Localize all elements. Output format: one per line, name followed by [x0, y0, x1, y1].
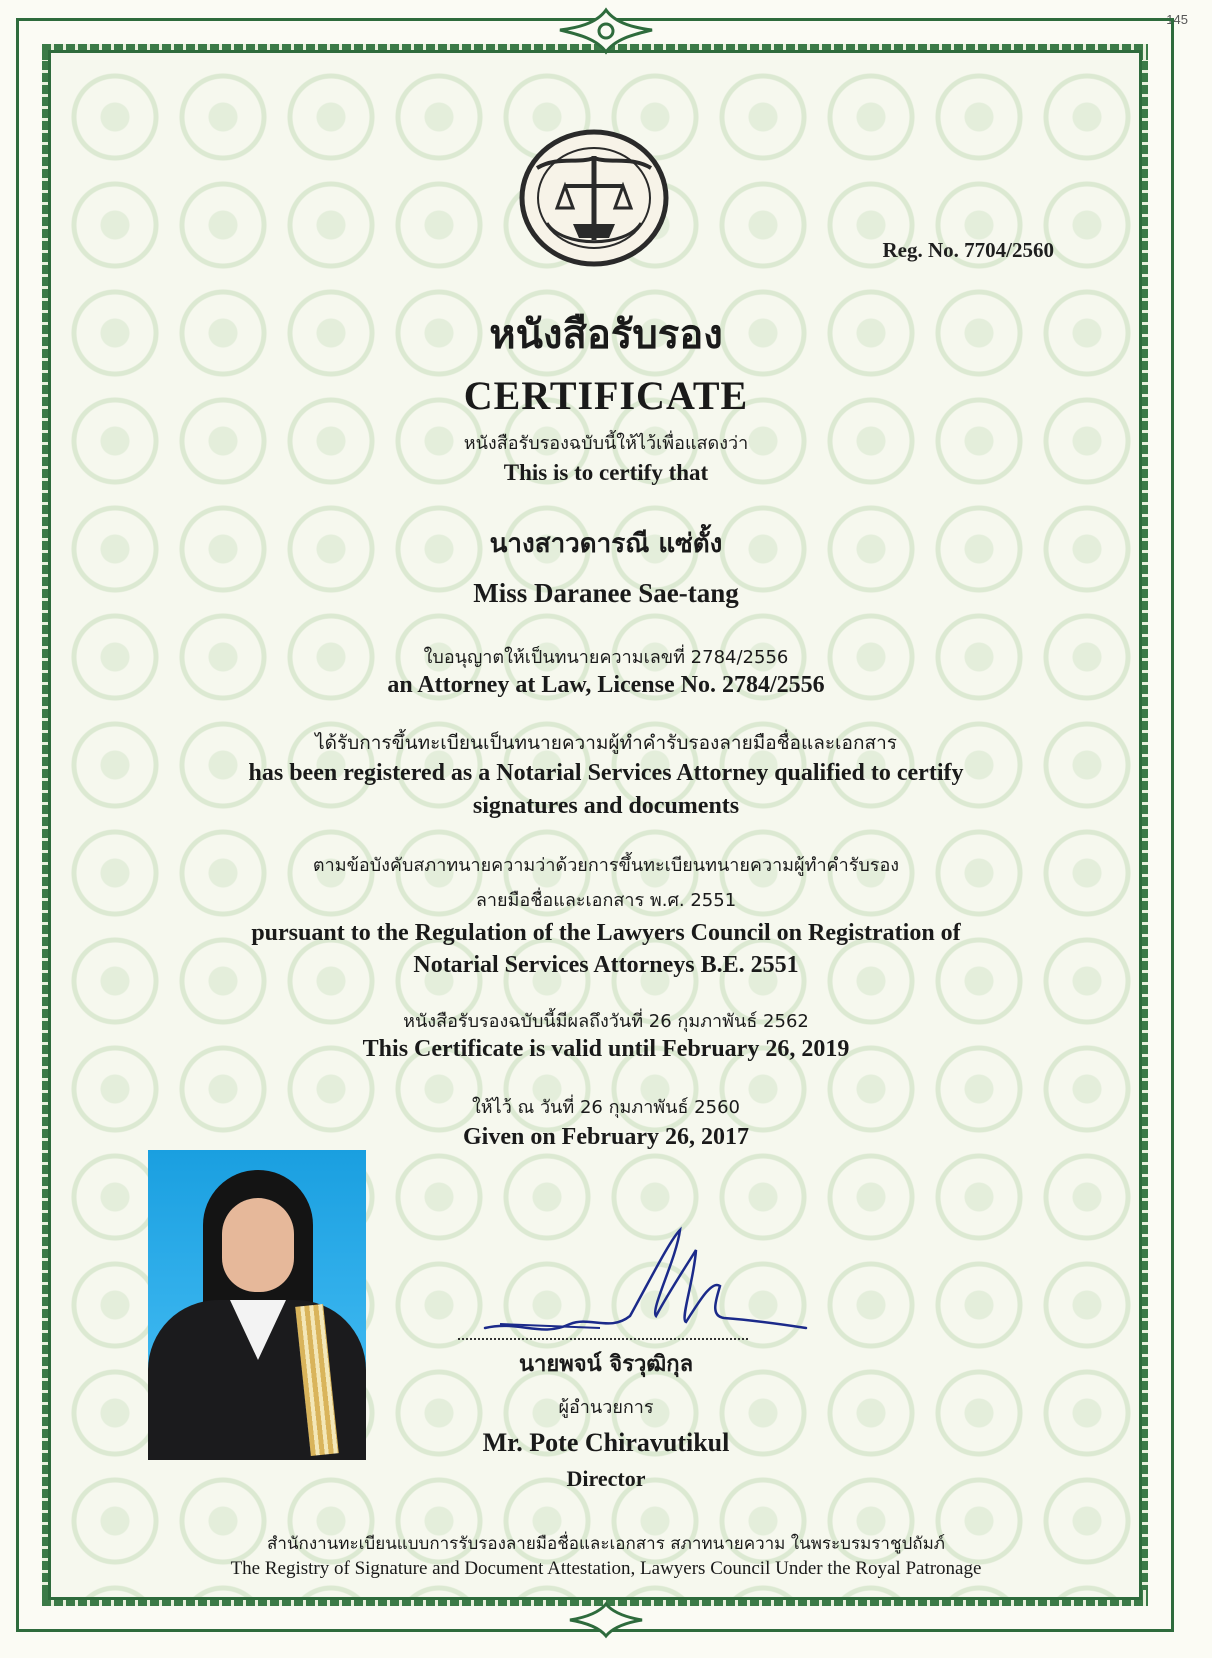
intro-thai: หนังสือรับรองฉบับนี้ให้ไว้เพื่อแสดงว่า — [463, 433, 749, 454]
pursuant-thai-line-1: ตามข้อบังคับสภาทนายความว่าด้วยการขึ้นทะเบียนทนายความผู้ทำคำรับรอง — [312, 855, 900, 876]
signer-title-thai: ผู้อำนวยการ — [558, 1397, 654, 1418]
intro-english: This is to certify that — [503, 460, 709, 485]
validity-english: This Certificate is valid until February 26, 2019 — [362, 1036, 850, 1062]
director-signature — [480, 1220, 810, 1340]
holder-name-english: Miss Daranee Sae-tang — [473, 578, 739, 608]
given-date-english: Given on February 26, 2017 — [463, 1124, 749, 1150]
validity-thai: หนังสือรับรองฉบับนี้มีผลถึงวันที่ 26 กุมภาพันธ์ 2562 — [403, 1011, 809, 1032]
given-date-thai: ให้ไว้ ณ วันที่ 26 กุมภาพันธ์ 2560 — [471, 1097, 740, 1118]
license-thai: ใบอนุญาตให้เป็นทนายความเลขที่ 2784/2556 — [423, 647, 789, 668]
pursuant-english-line-2: Notarial Services Attorneys B.E. 2551 — [413, 952, 799, 978]
registered-english-line-2: signatures and documents — [472, 793, 740, 819]
license-english: an Attorney at Law, License No. 2784/2556 — [387, 672, 825, 698]
footer-thai: สำนักงานทะเบียนแบบการรับรองลายมือชื่อและเอกสาร สภาทนายความ ในพระบรมราชูปถัมภ์ — [266, 1534, 946, 1554]
top-ornament-icon — [556, 6, 656, 56]
signer-name-thai: นายพจน์ จิรวุฒิกุล — [518, 1352, 694, 1377]
title-english: CERTIFICATE — [463, 373, 749, 418]
pursuant-english-line-1: pursuant to the Regulation of the Lawyers Council on Registration of — [251, 920, 961, 946]
registered-english-line-1: has been registered as a Notarial Services Attorney qualified to certify — [248, 760, 964, 786]
page-number: 145 — [1166, 12, 1188, 27]
title-thai: หนังสือรับรอง — [489, 312, 723, 358]
signer-title-english: Director — [566, 1466, 646, 1491]
pursuant-thai-line-2: ลายมือชื่อและเอกสาร พ.ศ. 2551 — [475, 890, 737, 911]
footer-english: The Registry of Signature and Document Attestation, Lawyers Council Under the Royal Patronage — [230, 1558, 982, 1579]
registration-number: Reg. No. 7704/2560 — [882, 238, 1054, 262]
lawyers-council-seal-icon — [517, 128, 672, 268]
bottom-ornament-icon — [566, 1600, 646, 1640]
registered-thai: ได้รับการขึ้นทะเบียนเป็นทนายความผู้ทำคำรับรองลายมือชื่อและเอกสาร — [315, 732, 897, 754]
signature-line — [458, 1338, 748, 1340]
holder-name-thai: นางสาวดารณี แซ่ตั้ง — [489, 529, 723, 559]
signer-name-english: Mr. Pote Chiravutikul — [482, 1428, 730, 1457]
